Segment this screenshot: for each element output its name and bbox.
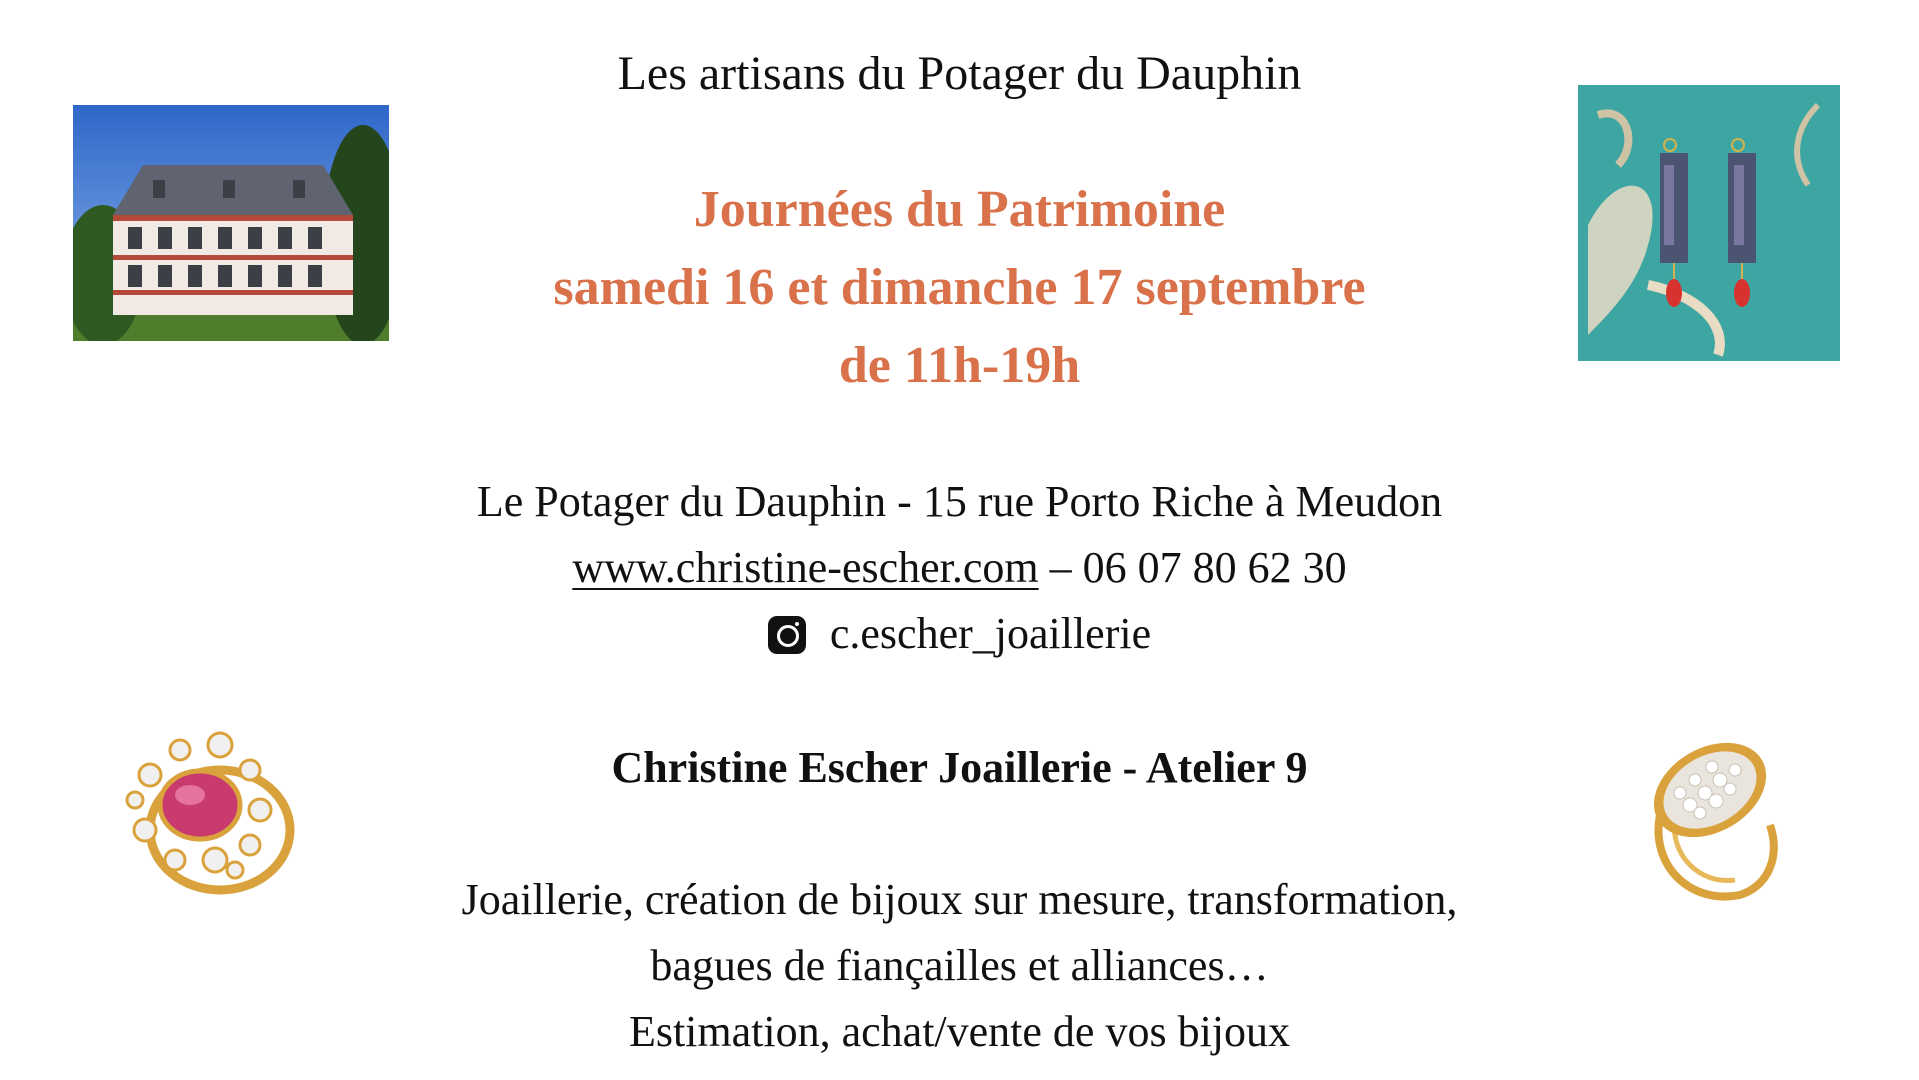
- instagram-handle[interactable]: c.escher_joaillerie: [829, 609, 1152, 658]
- event-dates: samedi 16 et dimanche 17 septembre: [553, 259, 1366, 316]
- phone-number: 06 07 80 62 30: [1082, 543, 1347, 592]
- instagram-icon: [768, 616, 806, 654]
- contact-line: [0, 542, 1919, 593]
- description-line-3: Estimation, achat/vente de vos bijoux: [628, 1007, 1291, 1056]
- phone-separator: –: [1038, 543, 1083, 592]
- description-line-1: Joaillerie, création de bijoux sur mesure, transformation,: [461, 875, 1458, 924]
- instagram-line: [0, 608, 1919, 659]
- venue-address: Le Potager du Dauphin - 15 rue Porto Riche à Meudon: [476, 477, 1443, 526]
- atelier-name: Christine Escher Joaillerie - Atelier 9: [611, 743, 1308, 792]
- page-title: Les artisans du Potager du Dauphin: [617, 47, 1302, 100]
- event-title: Journées du Patrimoine: [693, 181, 1226, 238]
- event-hours: de 11h-19h: [838, 337, 1081, 394]
- description-line-2: bagues de fiançailles et alliances…: [650, 941, 1269, 990]
- website-link[interactable]: www.christine-escher.com: [572, 543, 1039, 592]
